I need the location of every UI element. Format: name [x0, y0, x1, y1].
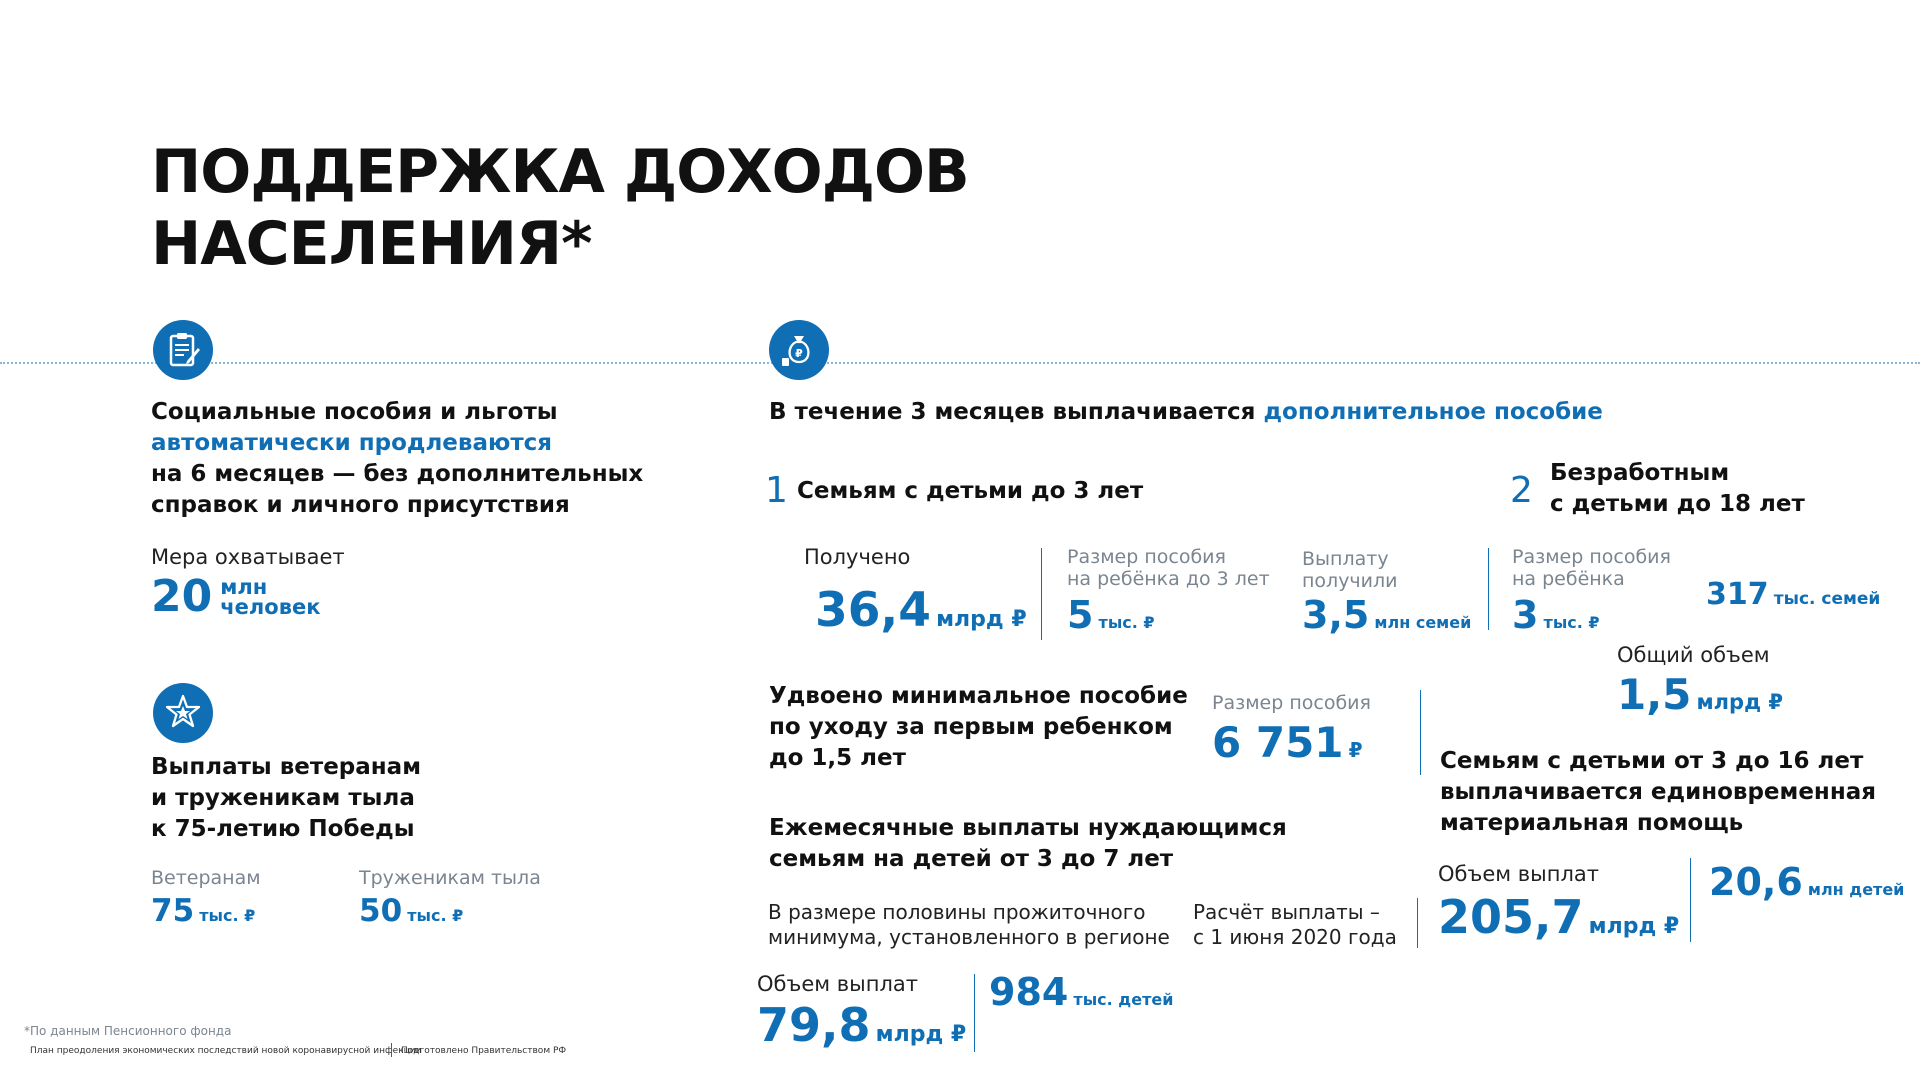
money-bag-icon — [769, 320, 829, 380]
footer-prepared: Подготовлено Правительством РФ — [401, 1046, 567, 1056]
footer-plan: План преодоления экономических последствий новой коронавирусной инфекции — [30, 1046, 422, 1056]
home-front-unit: тыс. ₽ — [407, 906, 464, 925]
monthly-volume-value: 79,8 — [757, 998, 871, 1052]
clipboard-icon — [153, 320, 213, 380]
intro-text: В течение 3 месяцев выплачивается дополнительное пособие — [769, 399, 1603, 425]
paid-label: Выплату получили — [1302, 548, 1398, 592]
total-value: 1,5 — [1617, 670, 1692, 719]
paid-value: 3,5 — [1302, 593, 1370, 637]
families-3-16-volume-stat — [1438, 890, 1679, 944]
received-unit: млрд ₽ — [936, 607, 1027, 632]
social-benefits-block — [151, 397, 643, 521]
child-size-unit: тыс. ₽ — [1098, 613, 1155, 632]
unemployed-size-label: Размер пособия на ребёнка — [1512, 546, 1671, 590]
monthly-kids-value: 984 — [989, 970, 1069, 1014]
divider — [974, 974, 975, 1052]
footer-divider — [391, 1043, 392, 1057]
veterans-stat — [151, 893, 255, 929]
monthly-volume-stat — [757, 998, 966, 1052]
child-size-label: Размер пособия на ребёнка до 3 лет — [1067, 546, 1270, 590]
unemployed-size-unit: тыс. ₽ — [1543, 613, 1600, 632]
monthly-kids-unit: тыс. детей — [1073, 990, 1174, 1009]
intro-highlight: дополнительное пособие — [1263, 399, 1603, 425]
source-note: *По данным Пенсионного фонда — [24, 1024, 232, 1038]
doubled-allowance-text: Удвоено минимальное пособие по уходу за первым ребенком до 1,5 лет — [769, 683, 1188, 771]
families-3-16-text: Семьям с детьми от 3 до 16 лет выплачивается единовременная материальная помощь — [1440, 748, 1877, 836]
doubled-size-unit: ₽ — [1348, 738, 1363, 762]
section-2-title: Безработным с детьми до 18 лет — [1550, 460, 1805, 517]
doubled-size-value: 6 751 — [1212, 718, 1344, 767]
total-stat — [1617, 670, 1783, 719]
svg-text:₽: ₽ — [795, 347, 803, 360]
doubled-size-label: Размер пособия — [1212, 692, 1371, 714]
families-stat — [1706, 577, 1880, 612]
coverage-unit: млн человек — [220, 575, 321, 619]
monthly-kids-stat — [989, 970, 1173, 1014]
families-3-16-volume-unit: млрд ₽ — [1588, 914, 1680, 939]
home-front-value: 50 — [359, 893, 403, 929]
paid-unit: млн семей — [1374, 613, 1472, 632]
veterans-block — [151, 752, 421, 845]
received-label: Получено — [804, 545, 911, 569]
divider — [1488, 548, 1489, 630]
total-label: Общий объем — [1617, 643, 1770, 667]
divider — [1690, 858, 1691, 942]
families-value: 317 — [1706, 577, 1769, 612]
unemployed-size-stat — [1512, 593, 1600, 637]
section-1-title: Семьям с детьми до 3 лет — [797, 478, 1144, 504]
families-unit: тыс. семей — [1773, 589, 1881, 609]
families-3-16-volume-value: 205,7 — [1438, 890, 1584, 944]
families-3-16-kids-stat — [1709, 860, 1904, 904]
monthly-payments-text: Ежемесячные выплаты нуждающимся семьям на детей от 3 до 7 лет — [769, 815, 1287, 872]
veterans-label: Ветеранам — [151, 867, 261, 889]
received-value: 36,4 — [815, 583, 931, 638]
unemployed-size-value: 3 — [1512, 593, 1539, 637]
section-2-number: 2 — [1510, 470, 1533, 511]
section-1-number: 1 — [765, 470, 788, 511]
home-front-label: Труженикам тыла — [359, 867, 541, 889]
section-divider — [0, 362, 1920, 364]
monthly-volume-label: Объем выплат — [757, 972, 918, 996]
social-highlight: автоматически продлеваются — [151, 430, 553, 456]
coverage-label: Мера охватывает — [151, 545, 345, 569]
coverage-value: 20 — [151, 571, 213, 622]
divider — [1420, 690, 1421, 775]
veterans-text: Выплаты ветеранам и труженикам тыла к 75-летию Победы — [151, 754, 422, 842]
veterans-unit: тыс. ₽ — [199, 906, 256, 925]
social-benefits-text: Социальные пособия и льготы автоматически продлеваются на 6 месяцев — без дополнительных справок и личного присутствия — [151, 399, 644, 518]
veterans-value: 75 — [151, 893, 195, 929]
coverage-stat — [151, 572, 321, 622]
child-size-value: 5 — [1067, 593, 1094, 637]
divider — [1041, 548, 1042, 640]
monthly-calc-note: Расчёт выплаты – с 1 июня 2020 года — [1193, 900, 1397, 949]
monthly-volume-unit: млрд ₽ — [875, 1022, 967, 1047]
paid-stat — [1302, 593, 1471, 637]
divider — [1417, 898, 1418, 948]
home-front-stat — [359, 893, 463, 929]
received-stat — [815, 583, 1027, 638]
families-3-16-kids-value: 20,6 — [1709, 860, 1803, 904]
doubled-size-stat — [1212, 718, 1363, 767]
monthly-desc: В размере половины прожиточного минимума, установленного в регионе — [768, 900, 1170, 949]
total-unit: млрд ₽ — [1696, 690, 1783, 714]
star-icon — [153, 683, 213, 743]
page-title — [151, 136, 969, 280]
title-line-1: ПОДДЕРЖКА ДОХОДОВ — [151, 137, 969, 207]
families-3-16-volume-label: Объем выплат — [1438, 862, 1599, 886]
child-size-stat — [1067, 593, 1155, 637]
families-3-16-kids-unit: млн детей — [1807, 880, 1905, 899]
title-line-2: НАСЕЛЕНИЯ* — [151, 209, 592, 279]
